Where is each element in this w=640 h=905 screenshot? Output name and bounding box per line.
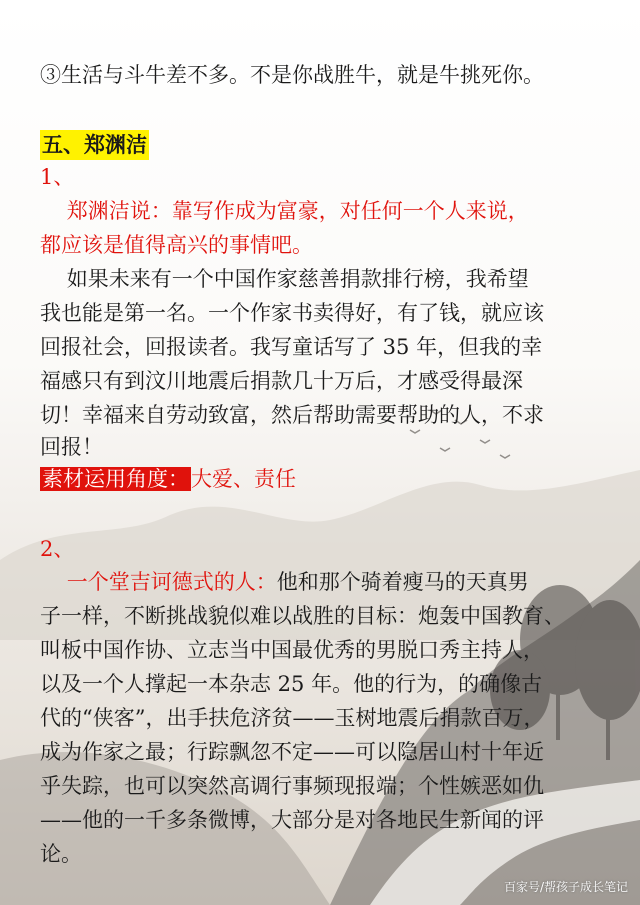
paragraph-line: 福感只有到汶川地震后捐款几十万后，才感受得最深 — [40, 369, 523, 393]
paragraph-line: 代的“侠客”，出手扶危济贫——玉树地震后捐款百万， — [40, 706, 545, 730]
paragraph-line: 回报！ — [40, 435, 103, 459]
paragraph-line: 论。 — [40, 842, 82, 866]
quote-line: 郑渊洁说：靠写作成为富豪，对任何一个人来说， — [40, 199, 529, 223]
usage-angle — [40, 464, 296, 494]
paragraph-line — [40, 567, 610, 597]
paragraph-line: 子一样，不断挑战貌似难以战胜的目标：炮轰中国教育、 — [40, 604, 565, 628]
item-number: 1、 — [40, 165, 75, 189]
paragraph-line: 成为作家之最；行踪飘忽不定——可以隐居山村十年近 — [40, 740, 544, 764]
paragraph-line: ——他的一千多条微博，大部分是对各地民生新闻的评 — [40, 808, 544, 832]
usage-angle-label: 素材运用角度： — [42, 467, 189, 491]
source-watermark: 百家号/帮孩子成长笔记 — [503, 880, 628, 894]
usage-angle-value: 大爱、责任 — [191, 467, 296, 491]
section-heading: 五、郑渊洁 — [40, 130, 149, 160]
text-line: ③生活与斗牛差不多。不是你战胜牛，就是牛挑死你。 — [40, 63, 544, 87]
paragraph-line: 叫板中国作协、立志当中国最优秀的男脱口秀主持人， — [40, 638, 544, 662]
paragraph-line: 以及一个人撑起一本杂志 25 年。他的行为，的确像古 — [40, 672, 543, 696]
paragraph-line: 切！幸福来自劳动致富，然后帮助需要帮助的人，不求 — [40, 403, 544, 427]
paragraph-line: 回报社会，回报读者。我写童话写了 35 年，但我的幸 — [40, 335, 543, 359]
paragraph-line: 如果未来有一个中国作家慈善捐款排行榜，我希望 — [40, 267, 529, 291]
paragraph-line: 我也能是第一名。一个作家书卖得好，有了钱，就应该 — [40, 301, 544, 325]
emphasis-text: 一个堂吉诃德式的人： — [40, 570, 277, 594]
item-number: 2、 — [40, 537, 75, 561]
paragraph-text: 他和那个骑着瘦马的天真男 — [276, 570, 529, 594]
quote-line: 都应该是值得高兴的事情吧。 — [40, 233, 313, 257]
paragraph-line: 乎失踪，也可以突然高调行事频现报端；个性嫉恶如仇 — [40, 774, 544, 798]
